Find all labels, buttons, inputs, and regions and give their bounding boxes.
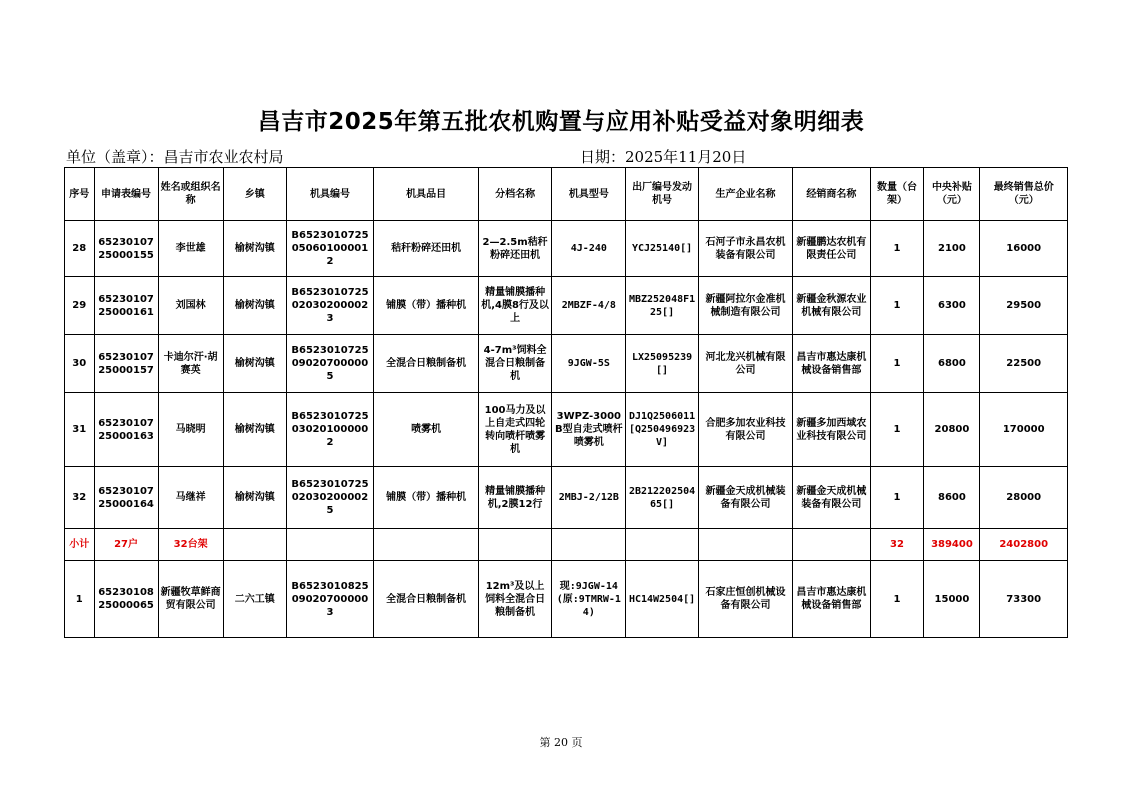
table-cell: 28000	[980, 467, 1068, 529]
table-cell: 石家庄恒创机械设备有限公司	[698, 561, 793, 638]
table-cell: 铺膜（带）播种机	[374, 467, 479, 529]
table-cell: B6523010825090207000003	[286, 561, 373, 638]
table-cell: 李世雄	[158, 221, 223, 277]
header-cell: 生产企业名称	[698, 168, 793, 221]
table-cell: 16000	[980, 221, 1068, 277]
subtotal-machines: 32台架	[158, 529, 223, 561]
table-cell: 马继祥	[158, 467, 223, 529]
header-cell: 序号	[65, 168, 95, 221]
table-row	[65, 277, 1068, 335]
empty-cell	[374, 529, 479, 561]
table-cell: 4J-240	[552, 221, 626, 277]
table-cell: 4-7m³饲料全混合日粮制备机	[478, 335, 551, 393]
subtotal-label: 小计	[65, 529, 95, 561]
empty-cell	[286, 529, 373, 561]
table-cell: YCJ25140[]	[626, 221, 698, 277]
table-row	[65, 221, 1068, 277]
table-cell: 1	[870, 561, 924, 638]
table-cell: 新疆鹏达农机有限责任公司	[793, 221, 870, 277]
table-cell: 榆树沟镇	[223, 467, 286, 529]
table-cell: 2B21220250465[]	[626, 467, 698, 529]
subtotal-total: 2402800	[980, 529, 1068, 561]
table-cell: 河北龙兴机械有限公司	[698, 335, 793, 393]
table-cell: 170000	[980, 393, 1068, 467]
table-cell: 昌吉市惠达康机械设备销售部	[793, 561, 870, 638]
table-cell: 2—2.5m秸秆粉碎还田机	[478, 221, 551, 277]
header-cell: 申请表编号	[94, 168, 158, 221]
table-cell: 6300	[924, 277, 980, 335]
subtotal-row	[65, 529, 1068, 561]
table-cell: 20800	[924, 393, 980, 467]
header-cell: 分档名称	[478, 168, 551, 221]
subtotal-households: 27户	[94, 529, 158, 561]
subtotal-quantity: 32	[870, 529, 924, 561]
table-cell: B6523010725020302000025	[286, 467, 373, 529]
table-cell: 石河子市永昌农机装备有限公司	[698, 221, 793, 277]
table-cell: 9JGW-5S	[552, 335, 626, 393]
table-cell: 秸秆粉碎还田机	[374, 221, 479, 277]
table-cell: MBZ252048F125[]	[626, 277, 698, 335]
page-title: 昌吉市2025年第五批农机购置与应用补贴受益对象明细表	[257, 109, 865, 135]
table-cell: 榆树沟镇	[223, 277, 286, 335]
table-cell: 卡迪尔汗·胡赛英	[158, 335, 223, 393]
empty-cell	[793, 529, 870, 561]
header-cell: 乡镇	[223, 168, 286, 221]
empty-cell	[626, 529, 698, 561]
table-cell: 1	[870, 277, 924, 335]
table-cell: HC14W2504[]	[626, 561, 698, 638]
table-row	[65, 335, 1068, 393]
table-cell: 6523010725000157	[94, 335, 158, 393]
table-cell: 新疆牧草鲜商贸有限公司	[158, 561, 223, 638]
table-cell: 8600	[924, 467, 980, 529]
table-cell: 榆树沟镇	[223, 335, 286, 393]
table-cell: 12m³及以上饲料全混合日粮制备机	[478, 561, 551, 638]
table-cell: 全混合日粮制备机	[374, 335, 479, 393]
table-cell: 29500	[980, 277, 1068, 335]
table-cell: 22500	[980, 335, 1068, 393]
header-cell: 姓名或组织名称	[158, 168, 223, 221]
header-cell: 机具品目	[374, 168, 479, 221]
table-cell: B6523010725030201000002	[286, 393, 373, 467]
header-cell: 数量（台架）	[870, 168, 924, 221]
empty-cell	[552, 529, 626, 561]
table-cell: 1	[65, 561, 95, 638]
table-cell: 精量铺膜播种机,4膜8行及以上	[478, 277, 551, 335]
table-row	[65, 393, 1068, 467]
table-cell: 6523010825000065	[94, 561, 158, 638]
table-cell: 6800	[924, 335, 980, 393]
header-cell: 机具编号	[286, 168, 373, 221]
table-row	[65, 467, 1068, 529]
header-cell: 机具型号	[552, 168, 626, 221]
table-cell: 3WPZ-3000B型自走式喷杆喷雾机	[552, 393, 626, 467]
header-cell: 出厂编号发动机号	[626, 168, 698, 221]
table-cell: 6523010725000161	[94, 277, 158, 335]
table-cell: 全混合日粮制备机	[374, 561, 479, 638]
table-cell: 32	[65, 467, 95, 529]
table-cell: 73300	[980, 561, 1068, 638]
table-cell: 15000	[924, 561, 980, 638]
table-cell: 31	[65, 393, 95, 467]
date-label: 日期：2025年11月20日	[580, 148, 747, 166]
table-cell: 30	[65, 335, 95, 393]
header-cell: 最终销售总价（元）	[980, 168, 1068, 221]
header-cell: 经销商名称	[793, 168, 870, 221]
table-cell: 100马力及以上自走式四轮转向喷杆喷雾机	[478, 393, 551, 467]
table-cell: 合肥多加农业科技有限公司	[698, 393, 793, 467]
table-cell: 2MBZF-4/8	[552, 277, 626, 335]
table-row	[65, 561, 1068, 638]
table-cell: 6523010725000164	[94, 467, 158, 529]
table-cell: DJ1Q2506011[Q250496923V]	[626, 393, 698, 467]
table-cell: 29	[65, 277, 95, 335]
subtotal-subsidy: 389400	[924, 529, 980, 561]
table-cell: 1	[870, 393, 924, 467]
empty-cell	[698, 529, 793, 561]
table-cell: 榆树沟镇	[223, 393, 286, 467]
table-cell: B6523010725090207000005	[286, 335, 373, 393]
table-cell: 新疆阿拉尔金准机械制造有限公司	[698, 277, 793, 335]
table-cell: 2100	[924, 221, 980, 277]
table-cell: 二六工镇	[223, 561, 286, 638]
table-cell: 新疆多加西域农业科技有限公司	[793, 393, 870, 467]
table-cell: 6523010725000155	[94, 221, 158, 277]
header-row	[65, 168, 1068, 221]
page-number: 第 20 页	[539, 736, 583, 749]
table-cell: 新疆金天成机械装备有限公司	[698, 467, 793, 529]
empty-cell	[478, 529, 551, 561]
table-cell: 28	[65, 221, 95, 277]
table-cell: 刘国林	[158, 277, 223, 335]
table-cell: 1	[870, 467, 924, 529]
table-cell: 现:9JGW-14(原:9TMRW-14)	[552, 561, 626, 638]
table-cell: B6523010725020302000023	[286, 277, 373, 335]
table-cell: 铺膜（带）播种机	[374, 277, 479, 335]
subsidy-table	[64, 167, 1068, 638]
header-cell: 中央补贴（元）	[924, 168, 980, 221]
table-cell: 2MBJ-2/12B	[552, 467, 626, 529]
table-cell: 1	[870, 221, 924, 277]
table-cell: 1	[870, 335, 924, 393]
table-cell: LX25095239[]	[626, 335, 698, 393]
table-cell: B6523010725050601000012	[286, 221, 373, 277]
table-cell: 喷雾机	[374, 393, 479, 467]
table-cell: 6523010725000163	[94, 393, 158, 467]
empty-cell	[223, 529, 286, 561]
table-cell: 精量铺膜播种机,2膜12行	[478, 467, 551, 529]
unit-label: 单位（盖章）：昌吉市农业农村局	[66, 148, 284, 166]
table-cell: 榆树沟镇	[223, 221, 286, 277]
table-cell: 新疆金天成机械装备有限公司	[793, 467, 870, 529]
table-cell: 马晓明	[158, 393, 223, 467]
table-cell: 新疆金秋源农业机械有限公司	[793, 277, 870, 335]
table-cell: 昌吉市惠达康机械设备销售部	[793, 335, 870, 393]
